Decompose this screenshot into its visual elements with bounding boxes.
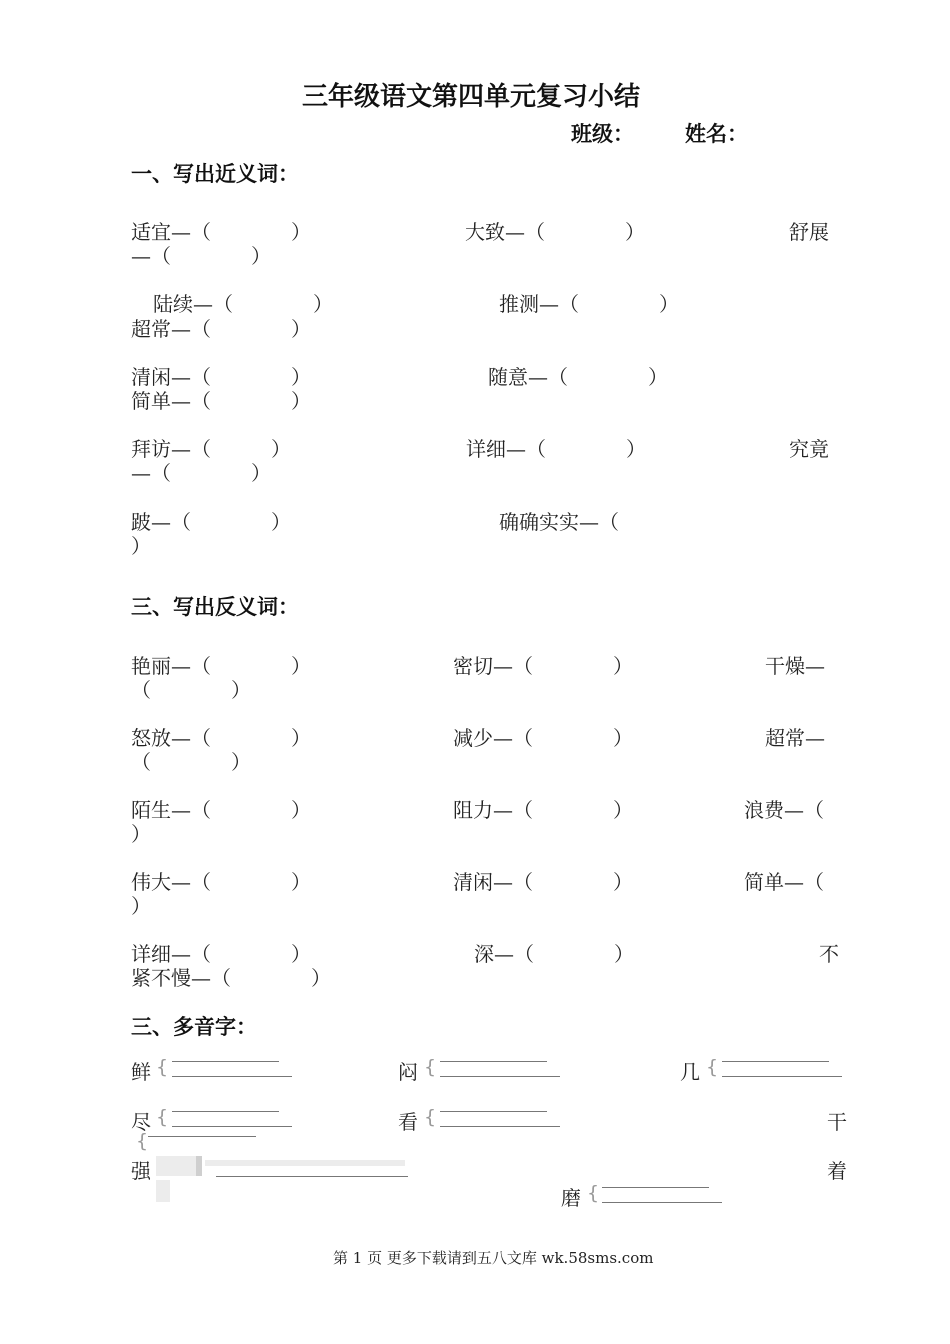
answer-line[interactable] (440, 1061, 547, 1062)
synonym-item: 详细—（ ） (466, 437, 646, 461)
brace-icon: { (156, 1106, 169, 1128)
synonym-item-wrap: —（ ） (131, 244, 271, 268)
antonym-item-wrap: ） (131, 822, 151, 846)
antonyms-heading: 三、写出反义词： (131, 595, 299, 619)
antonym-item: 简单—（ (744, 870, 824, 894)
antonym-item: 艳丽—（ ） (131, 654, 311, 678)
antonym-item-wrap: ） (131, 894, 151, 918)
antonym-item: 怒放—（ ） (131, 726, 311, 750)
synonyms-heading: 一、写出近义词： (131, 162, 299, 186)
synonym-item: 陆续—（ ） (153, 292, 333, 316)
antonym-item: 阻力—（ ） (453, 798, 633, 822)
answer-line[interactable] (172, 1126, 292, 1127)
polyphone-char: 强 (131, 1159, 151, 1183)
antonym-item: 密切—（ ） (453, 654, 633, 678)
page-title: 三年级语文第四单元复习小结 (302, 82, 641, 112)
answer-line[interactable] (148, 1136, 256, 1137)
synonym-item-wrap: —（ ） (131, 461, 271, 485)
answer-line[interactable] (172, 1111, 279, 1112)
brace-icon: { (136, 1130, 149, 1152)
polyphone-char: 干 (827, 1110, 847, 1134)
synonym-item: 随意—（ ） (488, 365, 668, 389)
synonym-item: 推测—（ ） (499, 292, 679, 316)
brace-icon: { (706, 1056, 719, 1078)
brace-icon: { (587, 1182, 600, 1204)
antonym-item: 干燥— (765, 654, 825, 678)
polyphone-char: 几 (680, 1060, 700, 1084)
antonym-item: 超常— (765, 726, 825, 750)
answer-line[interactable] (172, 1061, 279, 1062)
polyphone-char: 看 (398, 1110, 418, 1134)
answer-line[interactable] (722, 1061, 829, 1062)
brace-icon: { (156, 1056, 169, 1078)
antonym-item: 浪费—（ (744, 798, 824, 822)
antonym-item: 深—（ ） (474, 942, 634, 966)
antonym-item: 减少—（ ） (453, 726, 633, 750)
synonym-item: 跛—（ ） (131, 510, 291, 534)
class-label: 班级： (571, 122, 634, 146)
synonym-item: 清闲—（ ） (131, 365, 311, 389)
synonym-item: 拜访—（ ） (131, 437, 291, 461)
answer-line[interactable] (440, 1111, 547, 1112)
answer-line[interactable] (602, 1202, 722, 1203)
antonym-item: 陌生—（ ） (131, 798, 311, 822)
brace-icon: { (424, 1056, 437, 1078)
polyphone-char: 闷 (398, 1060, 418, 1084)
synonym-item: 超常—（ ） (131, 317, 311, 341)
synonym-item: 大致—（ ） (465, 220, 645, 244)
antonym-item-wrap: 紧不慢—（ ） (131, 966, 331, 990)
answer-line[interactable] (172, 1076, 292, 1077)
antonym-item: 清闲—（ ） (453, 870, 633, 894)
synonym-item: 简单—（ ） (131, 389, 311, 413)
page-footer: 第 1 页 更多下载请到五八文库 wk.58sms.com (333, 1249, 654, 1267)
polyphone-char: 磨 (561, 1186, 581, 1210)
answer-line[interactable] (216, 1176, 408, 1177)
brace-icon: { (424, 1106, 437, 1128)
synonym-item-wrap: ） (131, 534, 151, 558)
antonym-item: 详细—（ ） (131, 942, 311, 966)
synonym-item: 适宜—（ ） (131, 220, 311, 244)
antonym-item-wrap: （ ） (131, 750, 251, 774)
polyphone-char: 着 (827, 1159, 847, 1183)
antonym-item: 不 (819, 942, 839, 966)
polyphone-char: 鲜 (131, 1060, 151, 1084)
synonym-item: 究竟 (789, 437, 829, 461)
antonym-item: 伟大—（ ） (131, 870, 311, 894)
scan-artifact (196, 1156, 202, 1176)
answer-line[interactable] (602, 1187, 709, 1188)
name-label: 姓名： (685, 122, 748, 146)
answer-line[interactable] (722, 1076, 842, 1077)
scan-artifact (205, 1160, 405, 1166)
answer-line[interactable] (440, 1126, 560, 1127)
synonym-item: 舒展 (789, 220, 829, 244)
scan-artifact (156, 1156, 196, 1176)
polyphone-char: 尽 (131, 1110, 151, 1134)
answer-line[interactable] (440, 1076, 560, 1077)
synonym-item: 确确实实—（ (499, 510, 619, 534)
antonym-item-wrap: （ ） (131, 678, 251, 702)
polyphones-heading: 三、多音字： (131, 1015, 257, 1039)
scan-artifact (156, 1180, 170, 1202)
